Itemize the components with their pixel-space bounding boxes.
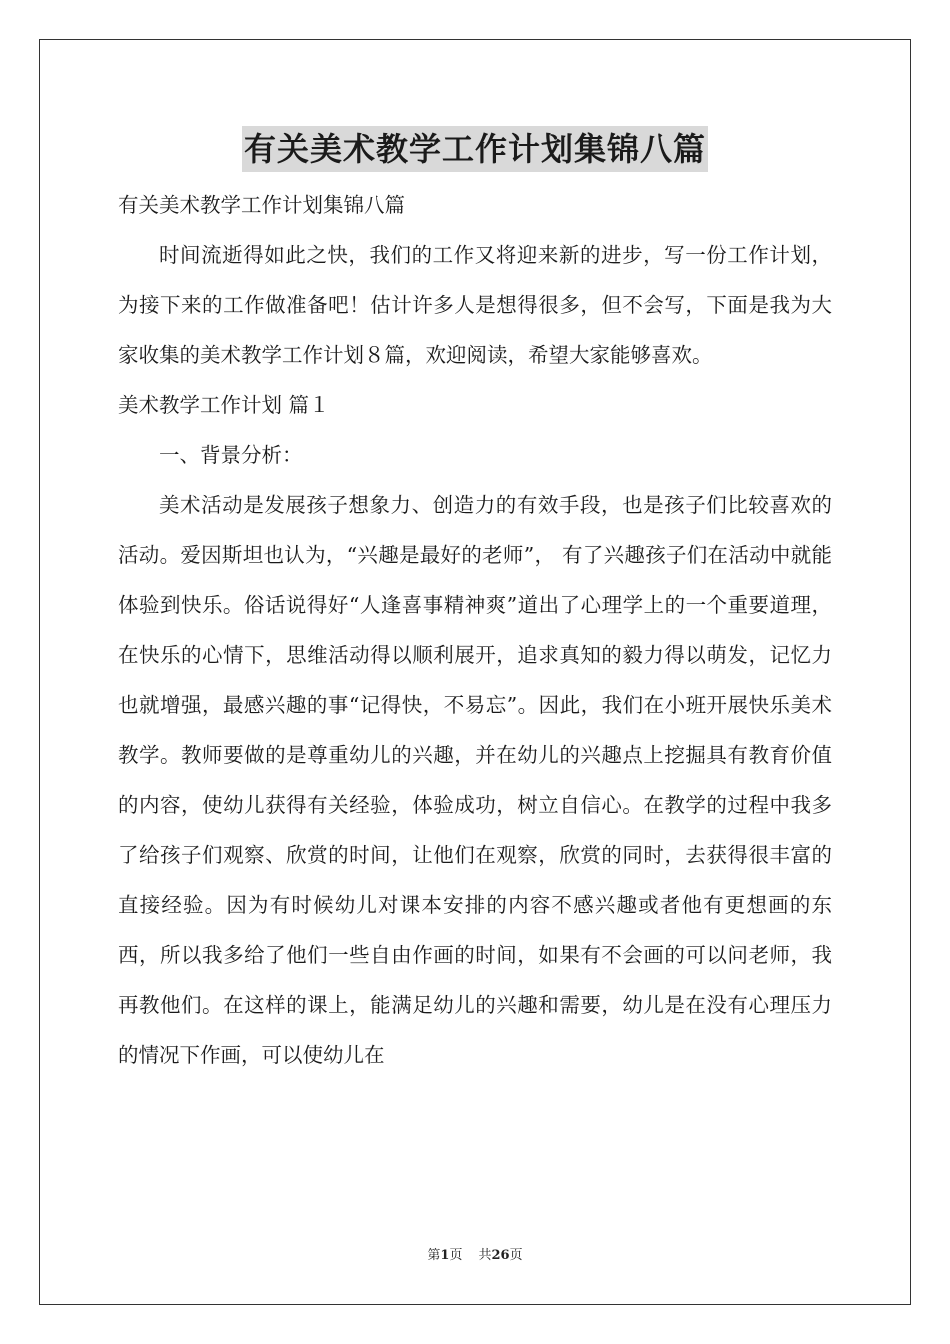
page-current: 1 [440,1248,450,1263]
page-total: 26 [491,1248,510,1263]
document-subtitle: 有关美术教学工作计划集锦八篇 [118,193,405,217]
subsection-heading: 一、背景分析： [159,443,303,467]
body-paragraph: 美术活动是发展孩子想象力、创造力的有效手段，也是孩子们比较喜欢的活动。爱因斯坦也认为，“兴趣是最好的老师”， 有了兴趣孩子们在活动中就能体验到快乐。俗话说得好“人逢喜事精神爽”道出了心理学上的一个重要道理，在快乐的心情下，思维活动得以顺利展开，追求真知的毅力得以萌发，记忆力也就增强，最感兴趣的事“记得快，不易忘”。因此，我们在小班开展快乐美术教学。教师要做的是尊重幼儿的兴趣，并在幼儿的兴趣点上挖掘具有教育价值的内容，使幼儿获得有关经验，体验成功，树立自信心。在教学的过程中我多了给孩子们观察、欣赏的时间，让他们在观察，欣赏的同时，去获得很丰富的直接经验。因为有时候幼儿对课本安排的内容不感兴趣或者他有更想画的东西，所以我多给了他们一些自由作画的时间，如果有不会画的可以问老师，我再教他们。在这样的课上，能满足幼儿的兴趣和需要，幼儿是在没有心理压力的情况下作画，可以使幼儿在 [118,493,832,1067]
page-prefix: 第 [427,1248,441,1263]
document-title: 有关美术教学工作计划集锦八篇 [242,126,708,172]
page-suffix: 页 [449,1248,463,1263]
total-suffix: 页 [509,1248,523,1263]
section-heading: 美术教学工作计划 篇１ [118,393,330,417]
total-prefix: 共 [478,1248,492,1263]
page-footer [0,1246,950,1266]
title-container [0,126,950,172]
intro-paragraph: 时间流逝得如此之快，我们的工作又将迎来新的进步，写一份工作计划，为接下来的工作做准备吧！估计许多人是想得很多，但不会写，下面是我为大家收集的美术教学工作计划８篇，欢迎阅读，希望大家能够喜欢。 [118,243,832,367]
document-body [118,180,832,1080]
